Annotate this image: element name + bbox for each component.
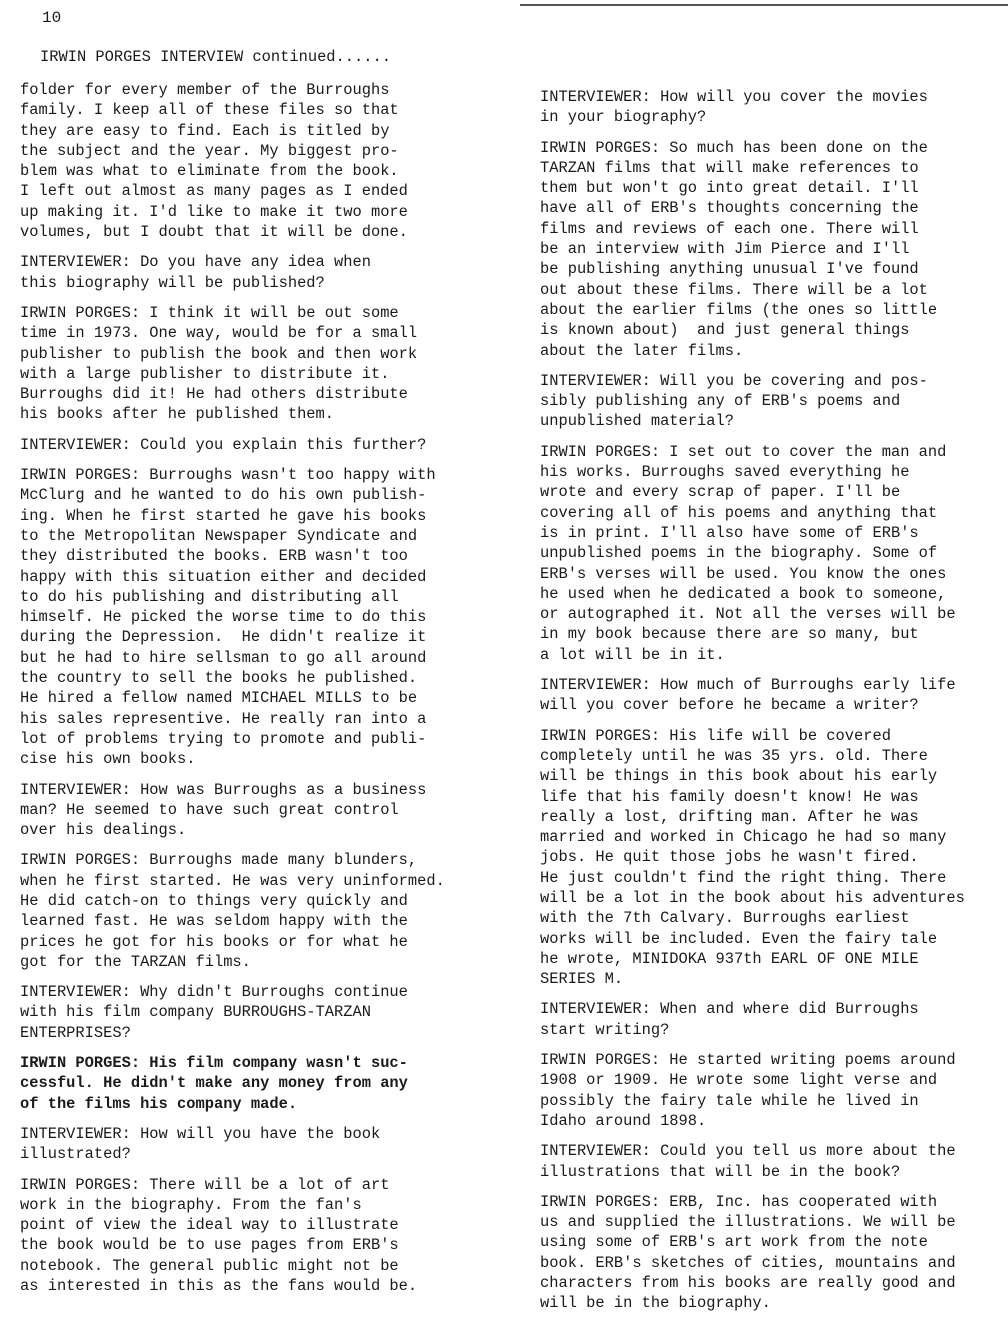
text-line: happy with this situation either and decided [20, 567, 427, 586]
paragraph [20, 1053, 510, 1114]
text-line: will be things in this book about his early [540, 767, 938, 786]
text-line: completely until he was 35 yrs. old. There [540, 746, 928, 765]
paragraph [20, 303, 510, 425]
paragraph [540, 675, 1000, 716]
text-line: ENTERPRISES? [20, 1023, 131, 1042]
text-line: INTERVIEWER: How will you cover the movies [540, 88, 928, 106]
paragraph [540, 999, 1000, 1040]
paragraph [540, 1192, 1000, 1314]
text-line: He did catch-on to things very quickly and [20, 891, 408, 910]
text-line: INTERVIEWER: Could you tell us more about the [540, 1142, 956, 1161]
text-line: his books after he published them. [20, 405, 335, 424]
text-line: point of view the ideal way to illustrate [20, 1216, 399, 1235]
paragraph [20, 1175, 510, 1297]
text-line: blem was what to eliminate from the book. [20, 162, 399, 181]
text-line: the country to sell the books he published. [20, 669, 418, 688]
text-line: publisher to publish the book and then work [20, 344, 418, 363]
text-line: a lot will be in it. [540, 645, 725, 664]
text-line: unpublished poems in the biography. Some of [540, 544, 938, 563]
text-line: IRWIN PORGES: So much has been done on the [540, 138, 928, 157]
text-line: about the later films. [540, 341, 744, 360]
text-line: in my book because there are so many, but [540, 625, 919, 644]
text-line: INTERVIEWER: When and where did Burroughs [540, 1000, 919, 1019]
text-line: wrote and every scrap of paper. I'll be [540, 483, 901, 502]
text-line: in your biography? [540, 108, 707, 127]
text-line: time in 1973. One way, would be for a small [20, 324, 418, 343]
text-line: 1908 or 1909. He wrote some light verse and [540, 1071, 938, 1090]
text-line: life that his family doesn't know! He was [540, 787, 919, 806]
text-line: will you cover before he became a writer? [540, 696, 919, 715]
text-line: notebook. The general public might not be [20, 1256, 399, 1275]
text-line: of the films his company made. [20, 1094, 298, 1113]
text-line: is in print. I'll also have some of ERB's [540, 523, 919, 542]
text-line: He just couldn't find the right thing. There [540, 868, 947, 887]
text-line: they distributed the books. ERB wasn't too [20, 547, 408, 566]
text-line: man? He seemed to have such great control [20, 800, 399, 819]
text-line: about the earlier films (the ones so little [540, 300, 938, 319]
paragraph [540, 1141, 1000, 1182]
text-line: married and worked in Chicago he had so many [540, 828, 947, 847]
text-line: McClurg and he wanted to do his own publish- [20, 486, 427, 505]
text-line: SERIES M. [540, 970, 624, 989]
text-line: but he had to hire sellsman to go all around [20, 648, 427, 667]
text-line: have all of ERB's thoughts concerning the [540, 199, 919, 218]
text-line: INTERVIEWER: How much of Burroughs early life [540, 676, 956, 695]
text-line: is known about) and just general things [540, 321, 910, 340]
text-line: INTERVIEWER: How was Burroughs as a business [20, 780, 427, 799]
text-line: INTERVIEWER: Will you be covering and pos- [540, 371, 928, 390]
paragraph [540, 371, 1000, 432]
text-line: prices he got for his books or for what he [20, 932, 408, 951]
text-line: cise his own books. [20, 750, 196, 769]
text-line: TARZAN films that will make references to [540, 158, 919, 177]
paragraph [20, 982, 510, 1043]
text-line: INTERVIEWER: Why didn't Burroughs continue [20, 983, 408, 1002]
text-line: IRWIN PORGES: Burroughs wasn't too happy with [20, 466, 436, 485]
text-line: illustrations that will be in the book? [540, 1162, 901, 1181]
text-line: will be in the biography. [540, 1294, 771, 1313]
text-line: illustrated? [20, 1145, 131, 1164]
page-number: 10 [42, 9, 62, 27]
text-line: the subject and the year. My biggest pro- [20, 141, 399, 160]
text-line: cessful. He didn't make any money from any [20, 1074, 408, 1093]
text-line: sibly publishing any of ERB's poems and [540, 392, 901, 411]
text-line: work in the biography. From the fan's [20, 1195, 362, 1214]
left-column [20, 80, 510, 1306]
text-line: IRWIN PORGES: There will be a lot of art [20, 1175, 390, 1194]
text-line: I left out almost as many pages as I ended [20, 182, 408, 201]
text-line: as interested in this as the fans would be. [20, 1277, 418, 1296]
text-line: family. I keep all of these files so that [20, 101, 399, 120]
paragraph [20, 252, 510, 293]
text-line: films and reviews of each one. There will [540, 219, 919, 238]
text-line: out about these films. There will be a lot [540, 280, 928, 299]
text-line: his works. Burroughs saved everything he [540, 463, 910, 482]
text-line: possibly the fairy tale while he lived in [540, 1091, 919, 1110]
paragraph [540, 726, 1000, 990]
text-line: He hired a fellow named MICHAEL MILLS to be [20, 689, 418, 708]
text-line: the book would be to use pages from ERB's [20, 1236, 399, 1255]
text-line: folder for every member of the Burroughs [20, 81, 390, 99]
text-line: Burroughs did it! He had others distribute [20, 385, 408, 404]
text-line: INTERVIEWER: Do you have any idea when [20, 253, 371, 272]
text-line: to the Metropolitan Newspaper Syndicate and [20, 526, 418, 545]
text-line: jobs. He quit those jobs he wasn't fired. [540, 848, 919, 867]
text-line: them but won't go into great detail. I'll [540, 179, 919, 198]
text-line: learned fast. He was seldom happy with the [20, 912, 408, 931]
text-line: with a large publisher to distribute it. [20, 364, 390, 383]
text-line: IRWIN PORGES: Burroughs made many blunders, [20, 851, 418, 870]
paragraph [540, 1050, 1000, 1131]
text-line: characters from his books are really good and [540, 1274, 956, 1293]
text-line: be publishing anything unusual I've found [540, 260, 919, 279]
text-line: ing. When he first started he gave his books [20, 506, 427, 525]
text-line: up making it. I'd like to make it two more [20, 202, 408, 221]
text-line: using some of ERB's art work from the note [540, 1233, 928, 1252]
paragraph [20, 465, 510, 769]
article-header: IRWIN PORGES INTERVIEW continued...... [40, 48, 391, 66]
text-line: over his dealings. [20, 821, 187, 840]
text-line: IRWIN PORGES: ERB, Inc. has cooperated with [540, 1192, 938, 1211]
text-line: start writing? [540, 1020, 670, 1039]
text-line: IRWIN PORGES: He started writing poems around [540, 1051, 956, 1070]
text-line: us and supplied the illustrations. We will be [540, 1213, 956, 1232]
text-line: IRWIN PORGES: His life will be covered [540, 726, 891, 745]
text-line: covering all of his poems and anything that [540, 503, 938, 522]
text-line: he wrote, MINIDOKA 937th EARL OF ONE MILE [540, 949, 919, 968]
text-line: will be a lot in the book about his adventures [540, 888, 965, 907]
text-line: INTERVIEWER: How will you have the book [20, 1124, 381, 1143]
text-line: himself. He picked the worse time to do this [20, 608, 427, 627]
text-line: really a lost, drifting man. After he was [540, 807, 919, 826]
text-line: during the Depression. He didn't realize it [20, 628, 427, 647]
text-line: or autographed it. Not all the verses will be [540, 605, 956, 624]
text-line: IRWIN PORGES: I set out to cover the man and [540, 442, 947, 461]
text-line: his sales representive. He really ran into a [20, 709, 427, 728]
text-line: works will be included. Even the fairy tale [540, 929, 938, 948]
text-line: they are easy to find. Each is titled by [20, 121, 390, 140]
paragraph [540, 138, 1000, 361]
text-line: Idaho around 1898. [540, 1111, 707, 1130]
paragraph [20, 1124, 510, 1165]
text-line: unpublished material? [540, 412, 734, 431]
text-line: book. ERB's sketches of cities, mountains and [540, 1253, 956, 1272]
paragraph [20, 435, 510, 455]
text-line: this biography will be published? [20, 273, 325, 292]
paragraph [20, 850, 510, 972]
paragraph [20, 80, 510, 242]
top-rule [520, 4, 1008, 6]
text-line: ERB's verses will be used. You know the ones [540, 564, 947, 583]
paragraph [20, 780, 510, 841]
text-line: volumes, but I doubt that it will be done. [20, 223, 408, 242]
text-line: with his film company BURROUGHS-TARZAN [20, 1003, 371, 1022]
right-column [540, 87, 1000, 1324]
paragraph [540, 87, 1000, 128]
text-line: IRWIN PORGES: I think it will be out some [20, 303, 399, 322]
text-line: lot of problems trying to promote and publi- [20, 729, 427, 748]
text-line: when he first started. He was very uninformed. [20, 871, 445, 890]
text-line: be an interview with Jim Pierce and I'll [540, 240, 910, 259]
text-line: he used when he dedicated a book to someone, [540, 584, 947, 603]
text-line: INTERVIEWER: Could you explain this further? [20, 435, 427, 454]
paragraph [540, 442, 1000, 665]
text-line: with the 7th Calvary. Burroughs earliest [540, 909, 910, 928]
text-line: IRWIN PORGES: His film company wasn't suc- [20, 1054, 408, 1073]
text-line: to do his publishing and distributing all [20, 587, 399, 606]
text-line: got for the TARZAN films. [20, 952, 251, 971]
